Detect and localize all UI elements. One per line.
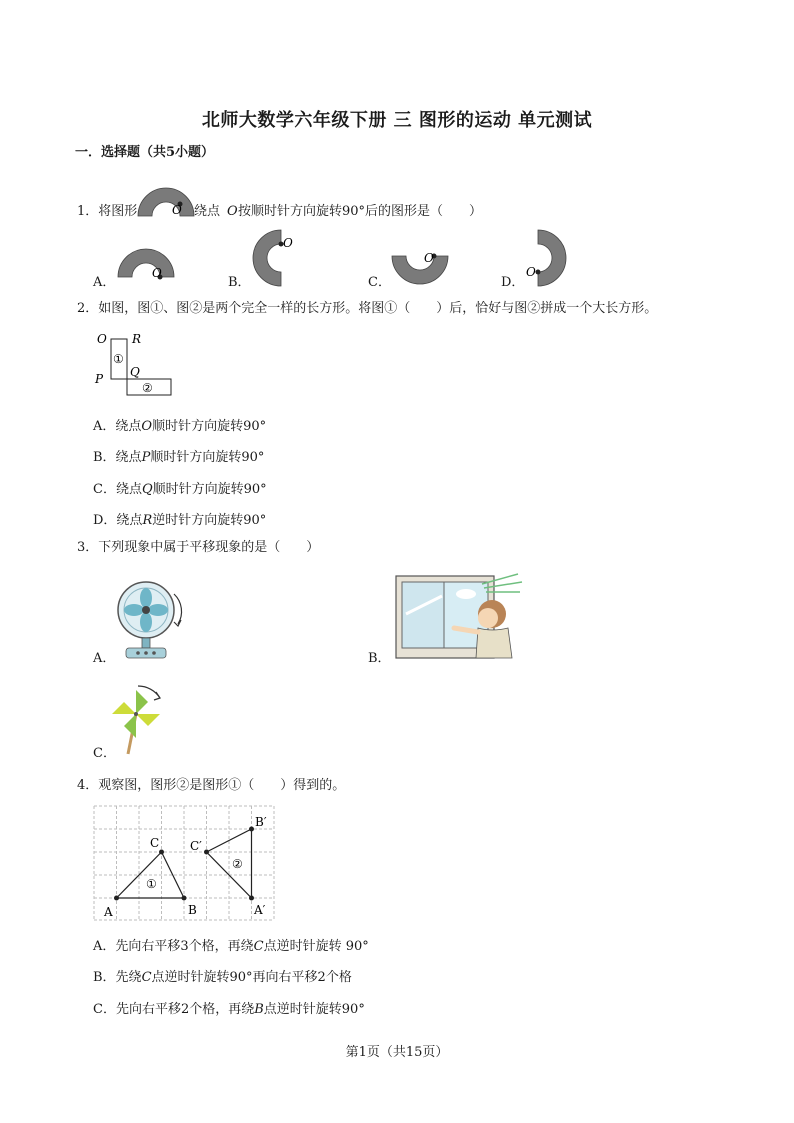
q3-text: 3．下列现象中属于平移现象的是（ ） — [77, 540, 320, 555]
q3-option-a[interactable]: A． — [93, 651, 116, 666]
q3-window-image[interactable] — [392, 570, 528, 662]
q1-point-label: O — [172, 203, 182, 217]
q1-option-a[interactable]: A． — [93, 275, 116, 290]
svg-text:R: R — [132, 332, 142, 346]
q1-point: O — [227, 204, 238, 219]
q3-fan-image[interactable] — [116, 580, 192, 662]
q1-option-a-shape[interactable] — [116, 249, 180, 279]
svg-text:A′: A′ — [254, 903, 266, 917]
q4-option-b[interactable]: B．先绕C点逆时针旋转90°再向右平移2个格 — [93, 970, 352, 985]
svg-text:A: A — [104, 905, 113, 919]
q1-rest: 按顺时针方向旋转90°后的图形是（ ） — [238, 204, 483, 219]
svg-text:①: ① — [113, 352, 124, 366]
svg-text:B: B — [188, 903, 197, 917]
svg-text:C′: C′ — [190, 839, 202, 853]
q4-option-a[interactable]: A．先向右平移3个格，再绕C点逆时针旋转 90° — [93, 939, 369, 954]
q2-option-a[interactable]: A．绕点O顺时针方向旋转90° — [93, 419, 267, 434]
q3-option-b[interactable]: B． — [368, 651, 391, 666]
q3-pinwheel-image[interactable] — [112, 680, 168, 758]
q2-text: 2．如图，图①、图②是两个完全一样的长方形。将图①（ ）后，恰好与图②拼成一个大长方形。 — [77, 301, 658, 316]
q1-arc-shape — [134, 176, 198, 218]
q3-option-c[interactable]: C． — [93, 746, 116, 761]
page-footer: 第1页（共15页） — [345, 1045, 449, 1060]
q4-text: 4．观察图，图形②是图形①（ ）得到的。 — [77, 778, 346, 793]
q1-option-c-shape[interactable] — [390, 252, 452, 286]
q2-figure — [92, 330, 182, 400]
q1-option-c[interactable]: C． — [368, 275, 391, 290]
svg-text:C: C — [150, 836, 160, 850]
section-heading: 一．选择题（共5小题） — [75, 145, 215, 160]
svg-text:O: O — [526, 265, 536, 279]
q2-option-c[interactable]: C．绕点Q顺时针方向旋转90° — [93, 482, 267, 497]
q1-option-b-shape[interactable] — [250, 228, 295, 288]
svg-text:O: O — [283, 236, 293, 250]
q1-option-d-shape[interactable] — [524, 228, 570, 288]
q2-option-b[interactable]: B．绕点P顺时针方向旋转90° — [93, 450, 265, 465]
svg-text:②: ② — [232, 857, 243, 871]
svg-text:O: O — [424, 251, 434, 265]
svg-text:O: O — [97, 332, 107, 346]
svg-text:P: P — [95, 372, 104, 386]
q4-option-c[interactable]: C．先向右平移2个格，再绕B点逆时针旋转90° — [93, 1002, 365, 1017]
q1-prefix: 1．将图形 — [77, 204, 138, 219]
page-title: 北师大数学六年级下册 三 图形的运动 单元测试 — [201, 110, 593, 131]
svg-text:O: O — [152, 266, 162, 280]
q1-suffix: 绕点 — [194, 204, 221, 219]
svg-text:B′: B′ — [255, 815, 267, 829]
q1-option-d[interactable]: D． — [501, 275, 525, 290]
svg-text:Q: Q — [130, 365, 140, 379]
q4-grid-figure — [94, 806, 276, 922]
svg-text:②: ② — [142, 381, 153, 395]
q1-option-b[interactable]: B． — [228, 275, 251, 290]
svg-text:①: ① — [146, 877, 157, 891]
q2-option-d[interactable]: D．绕点R逆时针方向旋转90° — [93, 513, 267, 528]
